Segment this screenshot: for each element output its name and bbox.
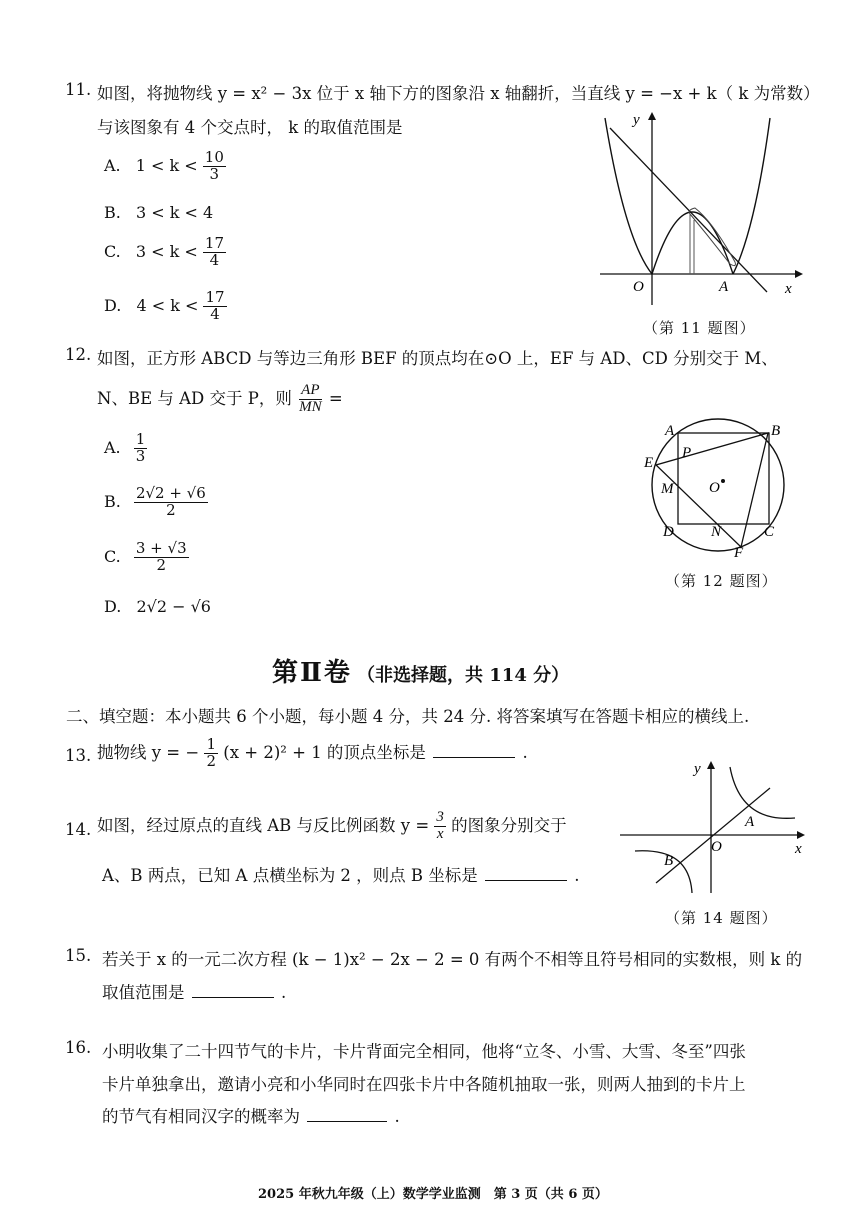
section2-heading: 二、填空题：本小题共 6 个小题，每小题 4 分，共 24 分. 将答案填写在答题卡相应的横线上. — [66, 707, 750, 726]
line-y-neg-x-plus-k — [610, 128, 767, 292]
option-label: B. — [104, 491, 121, 511]
stem-end: . — [522, 742, 528, 762]
q12-number: 12. — [65, 345, 92, 364]
label-n: N — [711, 524, 722, 540]
option-text: 3 < k < 4 — [135, 203, 214, 222]
fraction-denominator: MN — [299, 398, 322, 415]
part2-subtitle: （非选择题，共 114 分） — [357, 665, 570, 686]
option-text: 2√2 − √6 — [136, 597, 211, 616]
fraction-denominator: 2 — [206, 751, 217, 770]
label-p: P — [682, 445, 692, 461]
fraction-numerator: 1 — [206, 735, 217, 753]
option-label: C. — [104, 241, 121, 261]
answer-blank[interactable] — [485, 879, 567, 881]
q11-stem-line2: 与该图象有 4 个交点时， k 的取值范围是 — [97, 118, 403, 137]
page-footer: 2025 年秋九年级（上）数学学业监测 第 3 页（共 6 页） — [258, 1187, 608, 1202]
label-o: O — [709, 480, 720, 496]
option-label: C. — [104, 546, 121, 566]
y-axis-label: y — [633, 112, 640, 128]
stem-fraction — [434, 810, 446, 843]
option-fraction — [134, 432, 148, 465]
q11-option-a — [104, 150, 226, 183]
q16-number: 16. — [65, 1038, 92, 1057]
q14-number: 14. — [65, 820, 92, 839]
label-m: M — [661, 481, 674, 497]
option-fraction — [134, 541, 189, 574]
part2-title: 第Ⅱ卷 — [272, 658, 352, 688]
stem-text: 如图，经过原点的直线 AB 与反比例函数 y = — [97, 815, 430, 835]
origin-label: O — [711, 839, 722, 855]
option-fraction — [203, 150, 226, 183]
fraction-denominator: 4 — [209, 250, 220, 269]
q15-stem-line2 — [102, 979, 286, 1003]
option-label: B. — [104, 203, 121, 222]
x-axis-arrow — [795, 270, 803, 278]
pencil-mark — [689, 208, 735, 266]
label-a: A — [665, 423, 675, 439]
option-text: 4 < k < — [136, 295, 199, 315]
stem-fraction — [204, 737, 218, 770]
fraction-numerator: AP — [301, 382, 320, 398]
fraction-numerator: 3 — [436, 809, 444, 825]
label-e: E — [644, 455, 654, 471]
x-axis-arrow — [797, 831, 805, 839]
q11-stem-line1: 如图，将抛物线 y = x² − 3x 位于 x 轴下方的图象沿 x 轴翻折，当直线 y = −x + k（ k 为常数） — [97, 84, 820, 103]
stem-equals: = — [328, 388, 343, 408]
q11-option-d — [104, 290, 227, 323]
stem-end: . — [394, 1107, 400, 1126]
q11-figure — [595, 110, 810, 310]
stem-fraction — [297, 383, 324, 416]
stem-text: 的节气有相同汉字的概率为 — [102, 1107, 300, 1126]
option-text: 1 < k < — [135, 155, 198, 175]
fraction-numerator: 2√2 + √6 — [135, 484, 206, 502]
option-text: 3 < k < — [135, 241, 198, 261]
part2-heading — [272, 652, 569, 689]
option-label: A. — [104, 437, 121, 457]
q15-stem-line1: 若关于 x 的一元二次方程 (k − 1)x² − 2x − 2 = 0 有两个不相等且符号相同的实数根，则 k 的 — [102, 950, 803, 969]
y-axis-label: y — [694, 761, 701, 777]
q16-stem-line1: 小明收集了二十四节气的卡片，卡片背面完全相同，他将“立冬、小雪、大雪、冬至”四张 — [102, 1042, 746, 1061]
q13-stem — [97, 737, 528, 770]
fraction-numerator: 17 — [204, 234, 224, 252]
x-axis-label: x — [795, 841, 802, 857]
q14-figure — [620, 755, 815, 900]
q14-stem-line1 — [97, 810, 567, 843]
y-axis-arrow — [707, 761, 715, 769]
q12-option-a — [104, 432, 147, 465]
fraction-denominator: 3 — [135, 446, 146, 465]
point-a-label: A — [745, 814, 755, 830]
q12-option-b — [104, 486, 208, 519]
stem-text: N、BE 与 AD 交于 P，则 — [97, 388, 292, 408]
answer-blank[interactable] — [433, 756, 515, 758]
q12-caption: （第 12 题图） — [665, 572, 778, 590]
q11-number: 11. — [65, 80, 92, 99]
stem-text-post: 的图象分别交于 — [451, 815, 567, 835]
stem-text: A、B 两点，已知 A 点横坐标为 2 ，则点 B 坐标是 — [102, 866, 478, 885]
center-dot — [721, 479, 725, 483]
q13-number: 13. — [65, 746, 92, 765]
point-b-label: B — [664, 853, 674, 869]
parabola-right-branch — [733, 118, 770, 274]
option-label: A. — [104, 155, 121, 175]
label-c: C — [764, 524, 775, 540]
stem-text: 取值范围是 — [102, 983, 185, 1002]
parabola-left-branch — [605, 118, 652, 274]
q16-stem-line3 — [102, 1103, 400, 1127]
q11-option-c — [104, 236, 226, 269]
option-fraction — [203, 290, 226, 323]
fraction-denominator: 2 — [166, 500, 176, 519]
q11-option-b — [104, 203, 213, 222]
q12-stem-line2 — [97, 383, 343, 416]
fraction-numerator: 10 — [204, 148, 224, 166]
fraction-numerator: 17 — [205, 288, 225, 306]
fraction-denominator: 3 — [209, 164, 220, 183]
fraction-denominator: 4 — [210, 304, 220, 323]
x-axis-label: x — [785, 281, 792, 297]
q12-option-c — [104, 541, 189, 574]
stem-text: 抛物线 y = − — [97, 742, 200, 762]
fraction-numerator: 3 + √3 — [135, 539, 187, 557]
option-fraction — [134, 486, 208, 519]
answer-blank[interactable] — [307, 1120, 387, 1122]
point-a-label: A — [719, 279, 729, 295]
fraction-denominator: 2 — [156, 555, 166, 574]
q14-caption: （第 14 题图） — [665, 909, 778, 927]
q11-caption: （第 11 题图） — [643, 319, 756, 337]
answer-blank[interactable] — [192, 996, 274, 998]
option-fraction — [203, 236, 226, 269]
q12-figure — [640, 415, 800, 565]
q12-option-d — [104, 597, 211, 616]
q15-number: 15. — [65, 946, 92, 965]
label-d: D — [663, 524, 674, 540]
option-label: D. — [104, 597, 122, 616]
q12-stem-line1: 如图，正方形 ABCD 与等边三角形 BEF 的顶点均在⊙O 上，EF 与 AD、CD 分别交于 M、 — [97, 349, 778, 368]
q14-stem-line2 — [102, 862, 580, 886]
option-label: D. — [104, 295, 122, 315]
hyperbola-first-quadrant — [730, 767, 795, 818]
q16-stem-line2: 卡片单独拿出，邀请小亮和小华同时在四张卡片中各随机抽取一张，则两人抽到的卡片上 — [102, 1075, 746, 1094]
stem-end: . — [574, 866, 580, 885]
stem-end: . — [281, 983, 287, 1002]
fraction-denominator: x — [436, 825, 444, 842]
y-axis-arrow — [648, 112, 656, 120]
label-f: F — [734, 545, 744, 561]
origin-label: O — [633, 279, 644, 295]
fraction-numerator: 1 — [135, 430, 146, 448]
label-b: B — [771, 423, 781, 439]
square-abcd — [678, 433, 769, 524]
stem-text-post: (x + 2)² + 1 的顶点坐标是 — [223, 742, 426, 762]
